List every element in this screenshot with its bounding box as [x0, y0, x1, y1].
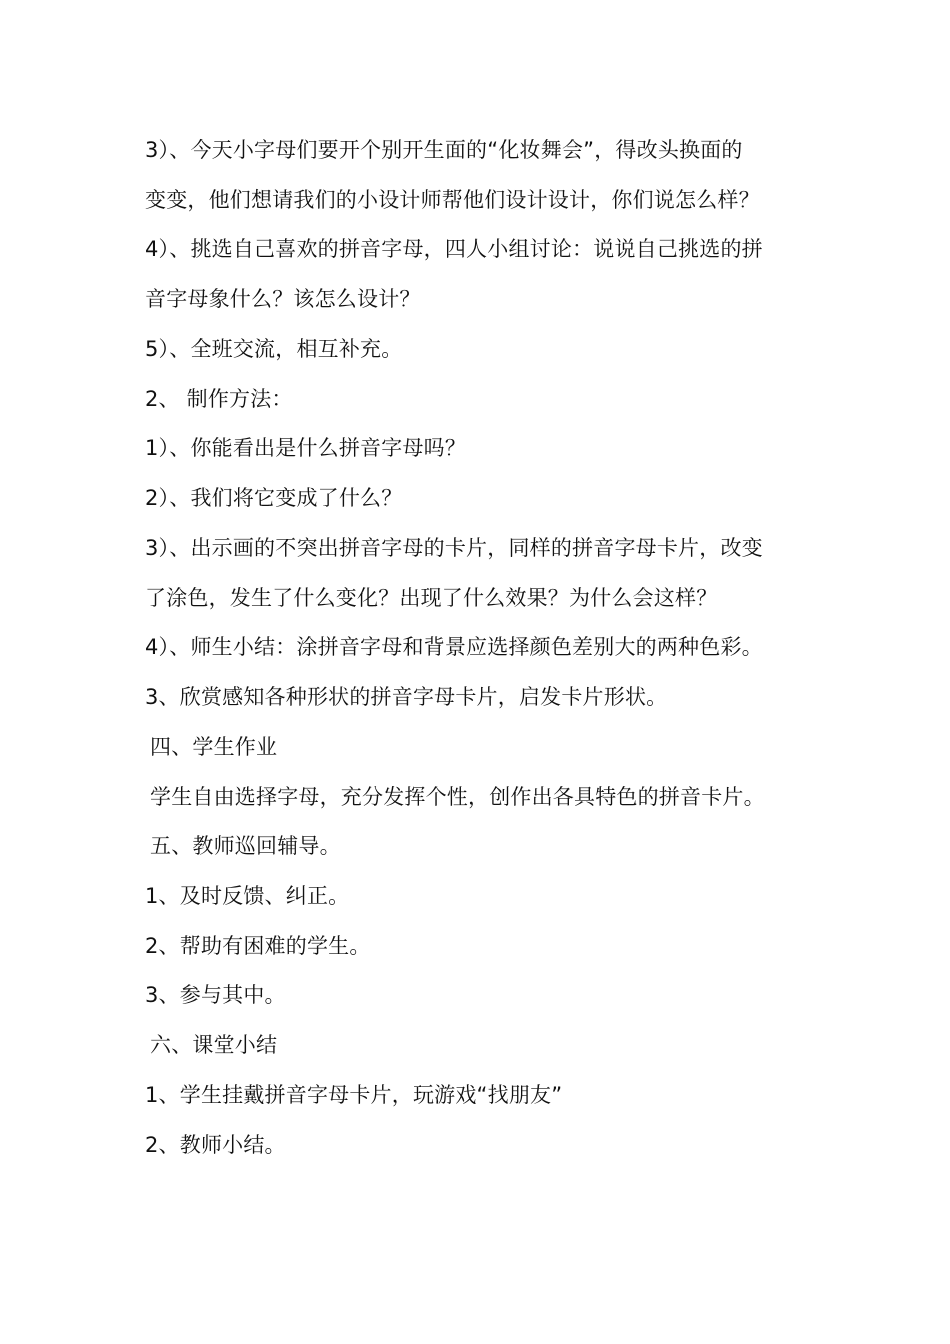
section-heading: 六、课堂小结	[150, 1033, 278, 1057]
paragraph-line: 4）、挑选自己喜欢的拼音字母，四人小组讨论：说说自己挑选的拼	[145, 237, 763, 261]
paragraph-line: 1）、你能看出是什么拼音字母吗？	[145, 436, 467, 460]
paragraph-line: 2、教师小结。	[145, 1133, 286, 1157]
paragraph-line: 4）、师生小结：涂拼音字母和背景应选择颜色差别大的两种色彩。	[145, 635, 763, 659]
paragraph-line: 3）、出示画的不突出拼音字母的卡片，同样的拼音字母卡片，改变	[145, 536, 763, 560]
paragraph-line: 1、及时反馈、纠正。	[145, 884, 350, 908]
paragraph-line: 3、参与其中。	[145, 983, 286, 1007]
paragraph-line: 2、帮助有困难的学生。	[145, 934, 371, 958]
paragraph-line: 3）、今天小字母们要开个别开生面的“化妆舞会”，得改头换面的	[145, 138, 743, 162]
section-heading: 2、 制作方法：	[145, 387, 293, 411]
section-heading: 五、教师巡回辅导。	[150, 834, 341, 858]
paragraph-line: 学生自由选择字母，充分发挥个性，创作出各具特色的拼音卡片。	[150, 785, 765, 809]
paragraph-line: 1、学生挂戴拼音字母卡片，玩游戏“找朋友”	[145, 1083, 563, 1107]
paragraph-line: 3、欣赏感知各种形状的拼音字母卡片，启发卡片形状。	[145, 685, 668, 709]
paragraph-line: 2）、我们将它变成了什么？	[145, 486, 403, 510]
section-heading: 四、学生作业	[150, 735, 278, 759]
paragraph-line: 变变，他们想请我们的小设计师帮他们设计设计，你们说怎么样？	[145, 188, 760, 212]
paragraph-line: 了涂色，发生了什么变化？出现了什么效果？为什么会这样？	[145, 586, 718, 610]
paragraph-line: 5）、全班交流，相互补充。	[145, 337, 403, 361]
paragraph-line: 音字母象什么？该怎么设计？	[145, 287, 421, 311]
